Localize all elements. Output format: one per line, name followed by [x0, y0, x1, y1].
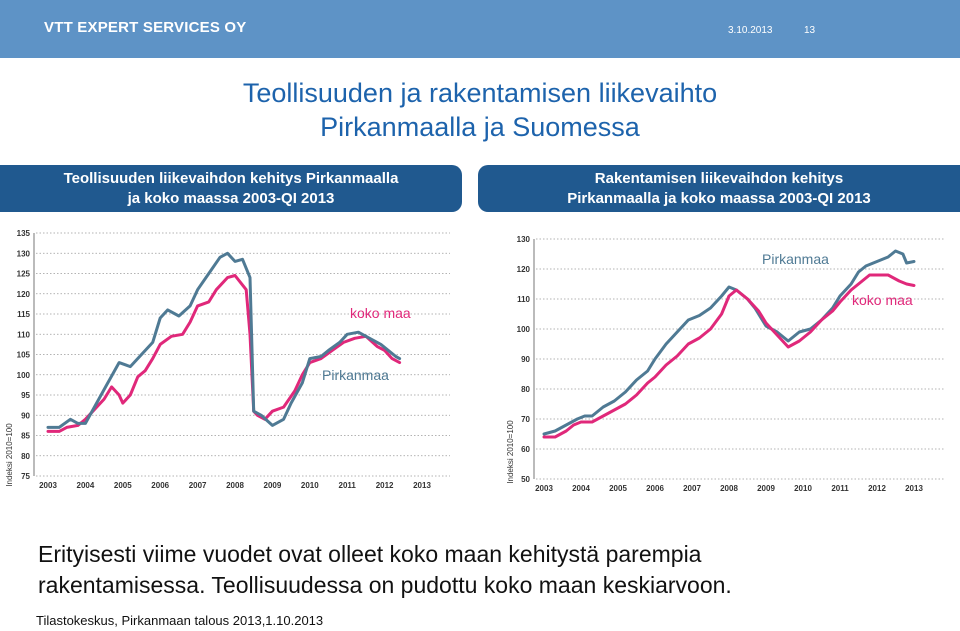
chart-2-x-tick-label: 2013 [905, 484, 923, 493]
chart-2-y-tick-label: 130 [516, 235, 530, 244]
chart-1-x-tick-label: 2008 [226, 481, 244, 490]
header-bar [0, 0, 960, 58]
chart-2-y-tick-label: 100 [516, 325, 530, 334]
chart-2-x-tick-label: 2010 [794, 484, 812, 493]
chart-1-y-tick-label: 100 [16, 370, 30, 380]
chart-1-title [0, 165, 462, 212]
slide-date: 3.10.2013 [728, 25, 773, 36]
chart-2-x-tick-label: 2005 [609, 484, 627, 493]
chart-1-y-tick-label: 110 [17, 330, 30, 340]
body-text-line-2: rakentamisessa. Teollisuudessa on pudottu koko maan keskiarvoon. [38, 572, 732, 598]
chart-1-y-tick-label: 135 [16, 229, 30, 238]
chart-1-y-axis-label: Indeksi 2010=100 [5, 423, 14, 487]
chart-2-y-tick-label: 70 [521, 415, 530, 424]
chart-2-x-tick-label: 2004 [572, 484, 590, 493]
chart-2-title [478, 165, 960, 212]
chart-1-x-tick-label: 2012 [375, 481, 394, 490]
slide-title-line-2: Pirkanmaalla ja Suomessa [320, 112, 640, 142]
chart-1-x-tick-label: 2006 [151, 481, 170, 490]
chart-2-x-tick-label: 2009 [757, 484, 775, 493]
chart-1-series-koko-maa [48, 276, 400, 432]
page-number: 13 [804, 25, 816, 36]
chart-1-y-tick-label: 120 [16, 289, 30, 299]
body-text [38, 539, 732, 601]
chart-2-x-tick-label: 2008 [720, 484, 738, 493]
chart-1-y-tick-label: 105 [16, 350, 30, 360]
chart-2-x-tick-label: 2011 [831, 484, 849, 493]
chart-2-series-pirkanmaa [544, 251, 914, 434]
chart-1-x-tick-label: 2011 [338, 481, 356, 490]
chart-1-x-tick-label: 2013 [413, 481, 431, 490]
chart-1-series-label-koko-maa: koko maa [350, 305, 411, 321]
slide-title-line-1: Teollisuuden ja rakentamisen liikevaihto [242, 78, 718, 108]
chart-1-y-tick-label: 95 [21, 391, 30, 400]
chart-1-y-tick-label: 85 [21, 431, 30, 441]
chart-2-y-tick-label: 120 [516, 265, 530, 274]
chart-2-x-tick-label: 2007 [683, 484, 701, 493]
chart-2-x-tick-label: 2003 [535, 484, 553, 493]
chart-1-y-tick-label: 90 [21, 411, 30, 421]
chart-1-title-line-2: ja koko maassa 2003-QI 2013 [127, 190, 335, 207]
chart-1-y-tick-label: 80 [21, 451, 30, 461]
chart-1-x-tick-label: 2010 [300, 481, 319, 490]
brand-name: VTT EXPERT SERVICES OY [44, 19, 247, 36]
chart-1-x-tick-label: 2007 [188, 481, 207, 490]
chart-2-x-tick-label: 2012 [868, 484, 886, 493]
chart-2-y-tick-label: 110 [517, 295, 530, 304]
chart-2-title-line-2: Pirkanmaalla ja koko maassa 2003-QI 2013 [567, 190, 871, 207]
chart-2-y-tick-label: 90 [521, 355, 530, 364]
chart-2-y-axis-label: Indeksi 2010=100 [506, 420, 515, 484]
chart-2-y-tick-label: 80 [521, 385, 530, 394]
chart-1-series-label-pirkanmaa: Pirkanmaa [322, 367, 389, 383]
chart-1-title-line-1: Teollisuuden liikevaihdon kehitys Pirkanmaalla [63, 170, 399, 187]
source-note: Tilastokeskus, Pirkanmaan talous 2013,1.10.2013 [36, 613, 324, 628]
chart-1-x-tick-label: 2004 [76, 481, 95, 490]
chart-2-y-tick-label: 60 [521, 445, 530, 454]
chart-1-y-tick-label: 130 [16, 249, 30, 259]
chart-1-x-tick-label: 2003 [39, 481, 57, 490]
chart-1-y-tick-label: 125 [16, 269, 30, 279]
charts-canvas [0, 222, 960, 497]
chart-2-series-label-pirkanmaa: Pirkanmaa [762, 251, 829, 267]
chart-1-x-tick-label: 2009 [263, 481, 282, 490]
chart-2-title-line-1: Rakentamisen liikevaihdon kehitys [594, 170, 844, 187]
chart-1-y-tick-label: 75 [21, 472, 30, 481]
chart-1-y-tick-label: 115 [17, 310, 30, 319]
chart-2-y-tick-label: 50 [521, 475, 530, 484]
chart-1-x-tick-label: 2005 [113, 481, 132, 490]
body-text-line-1: Erityisesti viime vuodet ovat olleet koko maan kehitystä parempia [38, 541, 702, 567]
chart-2-x-tick-label: 2006 [646, 484, 664, 493]
chart-2-series-label-koko-maa: koko maa [852, 292, 913, 308]
